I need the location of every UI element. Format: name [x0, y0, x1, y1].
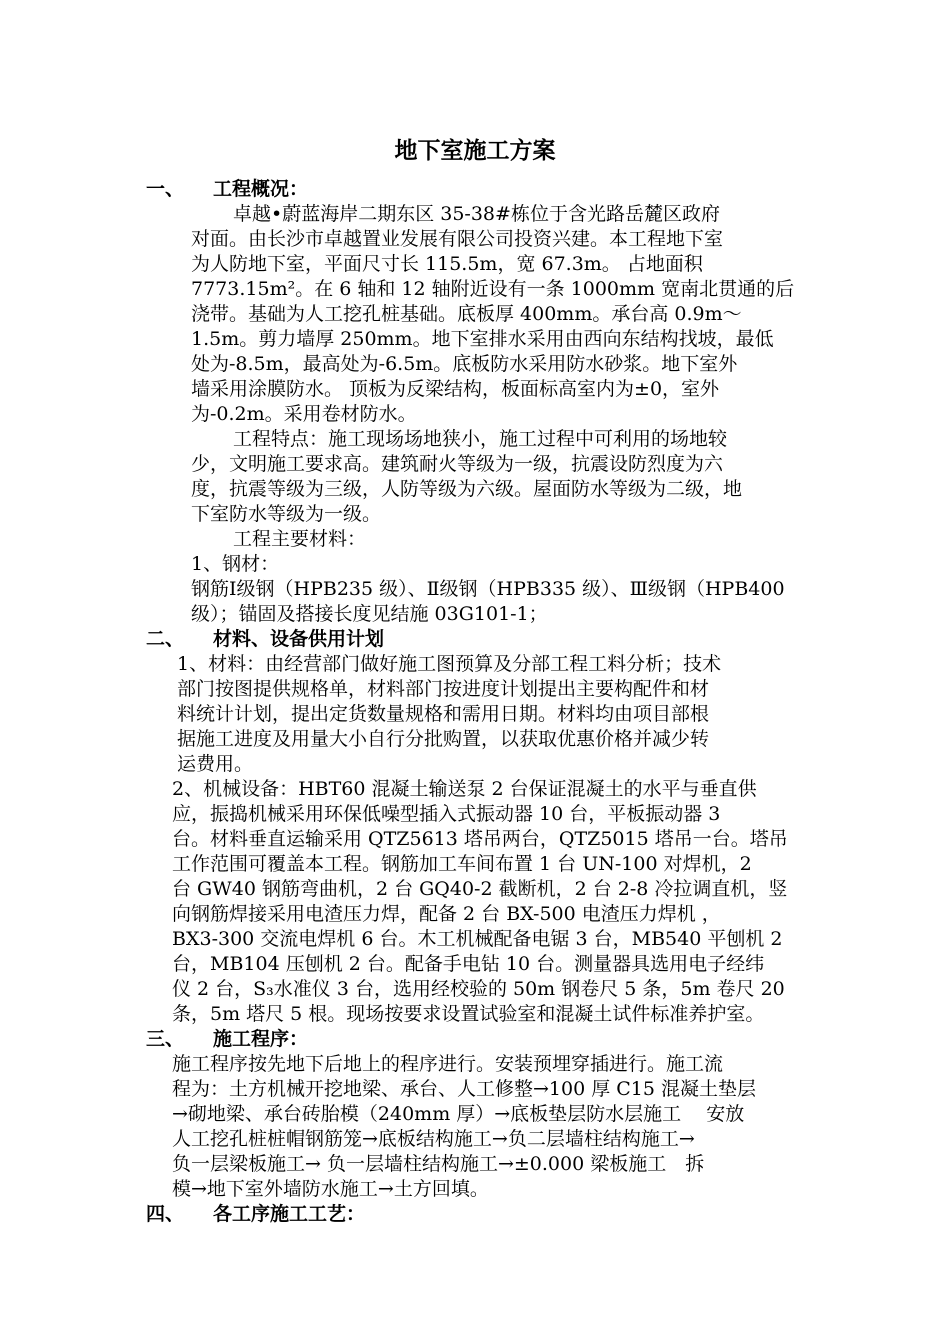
paragraph-line: 工程特点：施工现场场地狭小，施工过程中可利用的场地较	[233, 428, 728, 450]
paragraph-line: 钢筋Ⅰ级钢（HPB235 级）、Ⅱ级钢（HPB335 级）、Ⅲ级钢（HPB400	[191, 578, 785, 600]
paragraph-line: 台。材料垂直运输采用 QTZ5613 塔吊两台，QTZ5015 塔吊一台。塔吊	[172, 828, 788, 850]
section-heading-1	[146, 176, 308, 202]
paragraph-line: 负一层梁板施工→ 负一层墙柱结构施工→±0.000 梁板施工 拆	[172, 1153, 705, 1175]
paragraph-line: 模→地下室外墙防水施工→土方回填。	[172, 1178, 489, 1200]
paragraph-line: 1、钢材：	[191, 553, 280, 575]
paragraph-line: 对面。由长沙市卓越置业发展有限公司投资兴建。本工程地下室	[191, 228, 724, 250]
document-title: 地下室施工方案	[394, 138, 556, 164]
section-title: 施工程序：	[213, 1028, 309, 1050]
section-heading-3	[146, 1026, 308, 1052]
paragraph-line: BX3-300 交流电焊机 6 台。木工机械配备电锯 3 台，MB540 平刨机 2	[172, 928, 783, 950]
section-heading-4	[146, 1201, 365, 1227]
paragraph-line: 条，5m 塔尺 5 根。现场按要求设置试验室和混凝土试件标准养护室。	[172, 1003, 765, 1025]
paragraph-line: 向钢筋焊接采用电渣压力焊，配备 2 台 BX-500 电渣压力焊机 ，	[172, 903, 721, 925]
paragraph-line: 台 GW40 钢筋弯曲机，2 台 GQ40-2 截断机，2 台 2-8 冷拉调直机，竖	[172, 878, 788, 900]
paragraph-line: 据施工进度及用量大小自行分批购置，以获取优惠价格并减少转	[177, 728, 710, 750]
paragraph-line: 度，抗震等级为三级，人防等级为六级。屋面防水等级为二级，地	[191, 478, 743, 500]
section-heading-2	[146, 626, 384, 652]
section-title: 材料、设备供用计划	[213, 628, 385, 650]
section-title: 工程概况：	[213, 178, 309, 200]
paragraph-line: 浇带。基础为人工挖孔桩基础。底板厚 400mm。承台高 0.9m～	[191, 303, 742, 325]
paragraph-line: 1、材料：由经营部门做好施工图预算及分部工程工料分析；技术	[177, 653, 722, 675]
paragraph-line: 下室防水等级为一级。	[191, 503, 382, 525]
paragraph-line: 1.5m。剪力墙厚 250mm。地下室排水采用由西向东结构找坡，最低	[191, 328, 774, 350]
paragraph-line: 少，文明施工要求高。建筑耐火等级为一级，抗震设防烈度为六	[191, 453, 724, 475]
section-number: 二、	[146, 628, 185, 650]
paragraph-line: →砌地梁、承台砖胎模（240mm 厚）→底板垫层防水层施工 安放	[172, 1103, 745, 1125]
section-title: 各工序施工工艺：	[213, 1203, 366, 1225]
paragraph-line: 料统计计划，提出定货数量规格和需用日期。材料均由项目部根	[177, 703, 710, 725]
paragraph-line: 为人防地下室，平面尺寸长 115.5m，宽 67.3m。 占地面积	[191, 253, 703, 275]
section-number: 四、	[146, 1203, 185, 1225]
paragraph-line: 部门按图提供规格单，材料部门按进度计划提出主要构配件和材	[177, 678, 710, 700]
section-number: 一、	[146, 178, 185, 200]
paragraph-line: 应，振捣机械采用环保低噪型插入式振动器 10 台，平板振动器 3	[172, 803, 721, 825]
paragraph-line: 运费用。	[177, 753, 254, 775]
paragraph-line: 仪 2 台，S₃水准仪 3 台，选用经校验的 50m 钢卷尺 5 条，5m 卷尺 20	[172, 978, 785, 1000]
paragraph-line: 级）；锚固及搭接长度见结施 03G101-1；	[191, 603, 548, 625]
paragraph-line: 2、机械设备：HBT60 混凝土输送泵 2 台保证混凝土的水平与垂直供	[172, 778, 757, 800]
paragraph-line: 工作范围可覆盖本工程。钢筋加工车间布置 1 台 UN-100 对焊机，2	[172, 853, 752, 875]
paragraph-line: 台，MB104 压刨机 2 台。配备手电钻 10 台。测量器具选用电子经纬	[172, 953, 765, 975]
paragraph-line: 墙采用涂膜防水。 顶板为反梁结构，板面标高室内为±0，室外	[191, 378, 720, 400]
paragraph-line: 7773.15m²。在 6 轴和 12 轴附近设有一条 1000mm 宽南北贯通的后	[191, 278, 795, 300]
paragraph-line: 处为-8.5m，最高处为-6.5m。底板防水采用防水砂浆。地下室外	[191, 353, 738, 375]
section-number: 三、	[146, 1028, 185, 1050]
paragraph-line: 人工挖孔桩桩帽钢筋笼→底板结构施工→负二层墙柱结构施工→	[172, 1128, 695, 1150]
paragraph-line: 工程主要材料：	[233, 528, 367, 550]
paragraph-line: 卓越•蔚蓝海岸二期东区 35-38#栋位于含光路岳麓区政府	[233, 203, 720, 225]
paragraph-line: 为-0.2m。采用卷材防水。	[191, 403, 417, 425]
paragraph-line: 程为：土方机械开挖地梁、承台、人工修整→100 厚 C15 混凝土垫层	[172, 1078, 757, 1100]
paragraph-line: 施工程序按先地下后地上的程序进行。安装预埋穿插进行。施工流	[172, 1053, 724, 1075]
